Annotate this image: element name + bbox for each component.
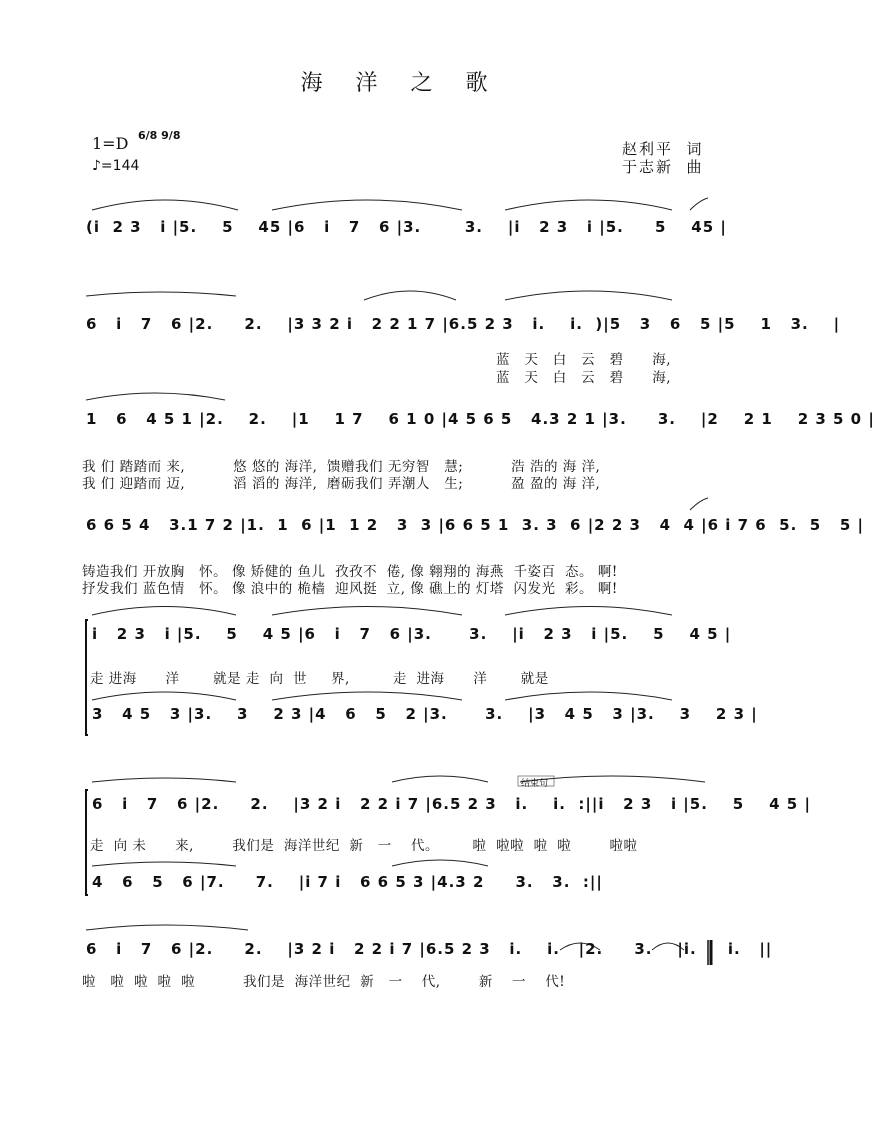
lyric-row-6: 走 向 未 来, 我们是 海洋世纪 新 一 代。 啦 啦啦 啦 啦 啦啦 — [90, 838, 638, 854]
lyric-row-5: 走 进海 洋 就是 走 向 世 界, 走 进海 洋 就是 — [90, 671, 549, 687]
notation-row-3: 1 6 4 5 1 |2. 2. |1 1 7 6 1 0 |4 5 6 5 4.3 2 1 |3. 3. |2 2 1 2 3 5 0 | — [86, 410, 875, 428]
key-signature: 1=D — [92, 134, 129, 153]
lyric-row-7: 啦 啦 啦 啦 啦 我们是 海洋世纪 新 一 代, 新 一 代! — [82, 974, 566, 990]
lyric-row-2-verse-1: 蓝 天 白 云 碧 海, — [496, 352, 672, 368]
lyric-row-4-verse-2: 抒发我们 蓝色情 怀。 像 浪中的 桅樯 迎风挺 立, 像 礁上的 灯塔 闪发光 彩。 啊! — [82, 581, 618, 597]
time-signature: 6/8 9/8 — [138, 129, 181, 142]
notation-row-2: 6 i 7 6 |2. 2. |3 3 2 i 2 2 1 7 |6.5 2 3 i. i. )|5 3 6 5 |5 1 3. | — [86, 315, 841, 333]
lyricist-credit: 赵利平 词 — [622, 140, 704, 158]
notation-row-5-lower: 3 4 5 3 |3. 3 2 3 |4 6 5 2 |3. 3. |3 4 5 3 |3. 3 2 3 | — [92, 705, 758, 723]
tempo-marking: ♪=144 — [92, 158, 140, 174]
lyric-row-3-verse-2: 我 们 迎踏而 迈, 滔 滔的 海洋, 磨砺我们 弄潮人 生; 盈 盈的 海 洋, — [82, 476, 601, 492]
composer-credit: 于志新 曲 — [622, 158, 704, 176]
notation-row-4: 6 6 5 4 3.1 7 2 |1. 1 6 |1 1 2 3 3 |6 6 5 1 3. 3 6 |2 2 3 4 4 |6 i 7 6 5. 5 5 | — [86, 516, 864, 534]
end-phrase-marker: 结束句 — [521, 779, 549, 789]
song-title: 海 洋 之 歌 — [300, 71, 492, 96]
notation-row-6-upper: 6 i 7 6 |2. 2. |3 2 i 2 2 i 7 |6.5 2 3 i. i. :||i 2 3 i |5. 5 4 5 | — [92, 795, 811, 813]
lyric-row-3-verse-1: 我 们 踏踏而 来, 悠 悠的 海洋, 馈赠我们 无穷智 慧; 浩 浩的 海 洋, — [82, 459, 601, 475]
notation-row-7: 6 i 7 6 |2. 2. |3 2 i 2 2 i 7 |6.5 2 3 i. i. |2. 3. |i. i. || — [86, 940, 773, 958]
notation-row-1: (i 2 3 i |5. 5 45 |6 i 7 6 |3. 3. |i 2 3 i |5. 5 45 | — [86, 218, 727, 236]
lyric-row-4-verse-1: 铸造我们 开放胸 怀。 像 矫健的 鱼儿 孜孜不 倦, 像 翱翔的 海燕 千姿百 态。 啊! — [82, 564, 618, 580]
notation-row-6-lower: 4 6 5 6 |7. 7. |i 7 i 6 6 5 3 |4.3 2 3. 3. :|| — [92, 873, 603, 891]
lyric-row-2-verse-2: 蓝 天 白 云 碧 海, — [496, 370, 672, 386]
notation-row-5-upper: i 2 3 i |5. 5 4 5 |6 i 7 6 |3. 3. |i 2 3 i |5. 5 4 5 | — [92, 625, 732, 643]
